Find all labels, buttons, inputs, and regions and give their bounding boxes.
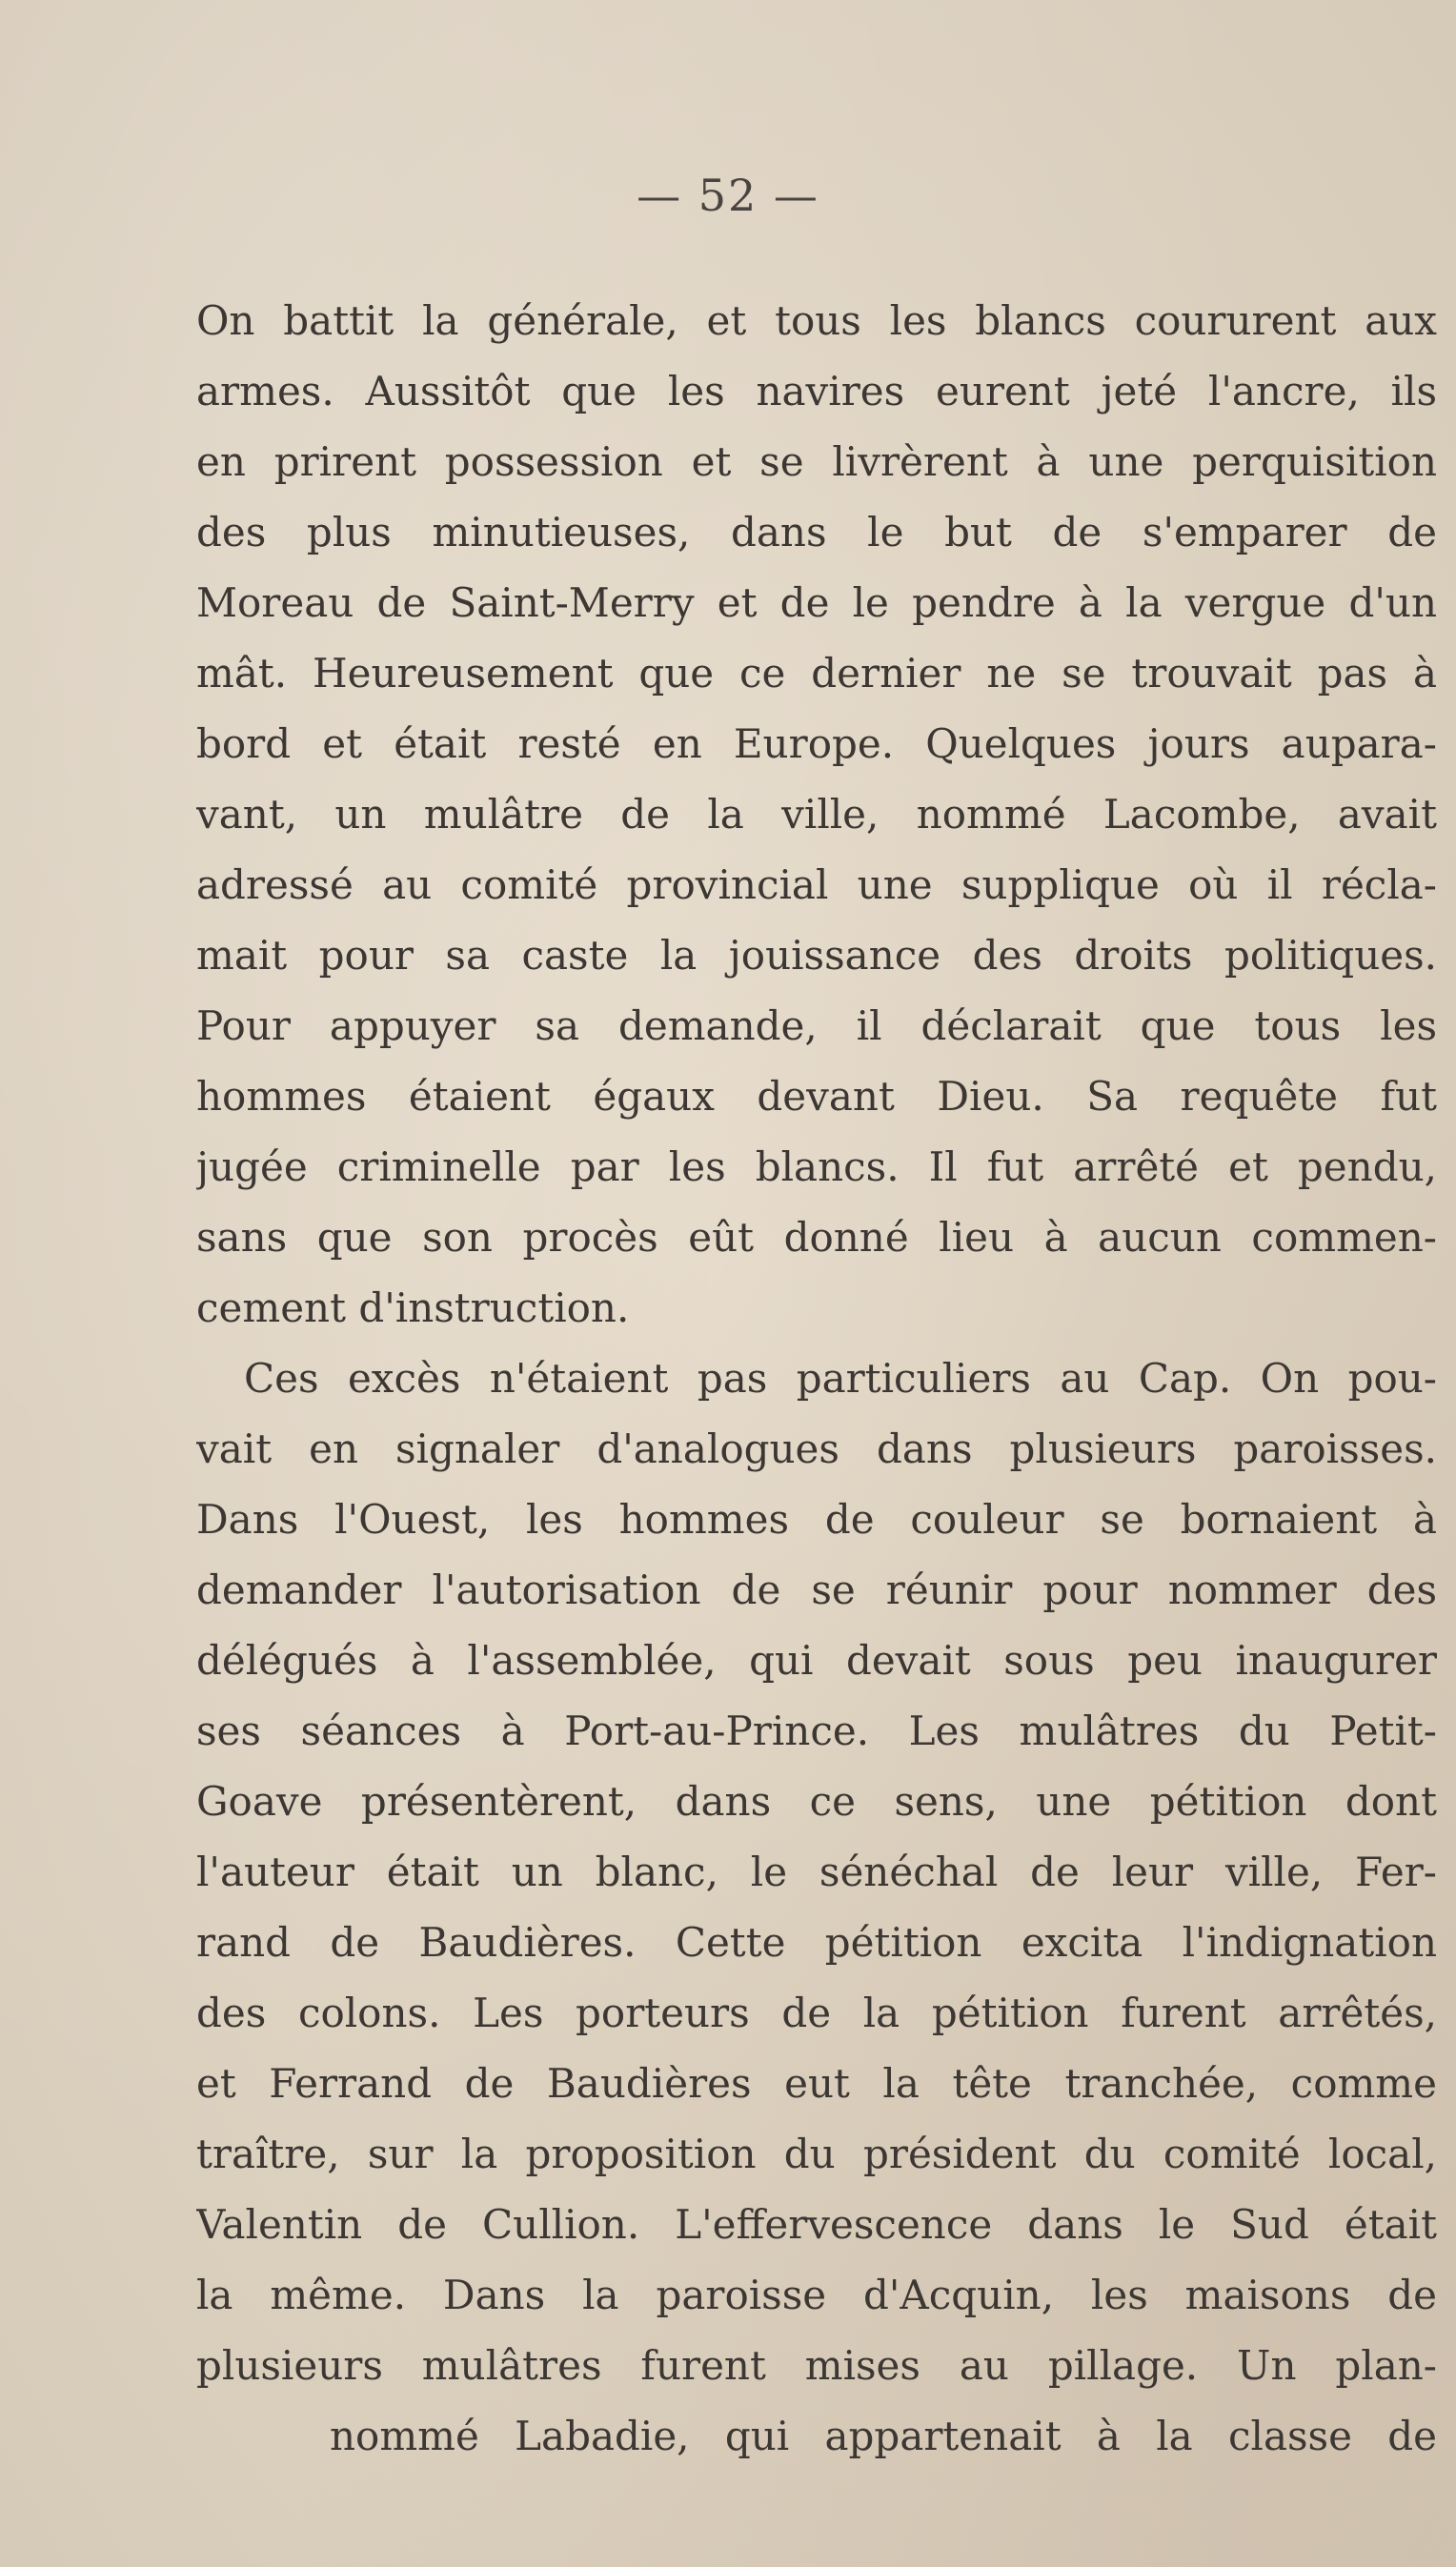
text-line: nommé Labadie, qui appartenait à la classe de xyxy=(330,2413,1437,2459)
text-line: Ces excès n'étaient pas particuliers au Cap. On pou- xyxy=(244,1355,1437,1402)
text-line: Goave présentèrent, dans ce sens, une pétition dont xyxy=(196,1778,1437,1825)
text-line: Moreau de Saint-Merry et de le pendre à la vergue d'un xyxy=(196,579,1437,626)
text-line: Dans l'Ouest, les hommes de couleur se bornaient à xyxy=(196,1496,1437,1543)
text-line: vait en signaler d'analogues dans plusieurs paroisses. xyxy=(196,1425,1437,1472)
text-line: cement d'instruction. xyxy=(196,1284,630,1331)
text-line: et Ferrand de Baudières eut la tête tranchée, comme xyxy=(196,2060,1437,2107)
text-line: des plus minutieuses, dans le but de s'emparer de xyxy=(196,509,1437,556)
text-line: traître, sur la proposition du président du comité local, xyxy=(196,2131,1437,2177)
text-line: jugée criminelle par les blancs. Il fut arrêté et pendu, xyxy=(196,1143,1437,1190)
text-line: Valentin de Cullion. L'effervescence dans le Sud était xyxy=(196,2201,1437,2248)
text-line: mait pour sa caste la jouissance des droits politiques. xyxy=(196,932,1437,979)
text-line: sans que son procès eût donné lieu à aucun commen- xyxy=(196,1214,1437,1261)
text-line: rand de Baudières. Cette pétition excita l'indignation xyxy=(196,1919,1437,1966)
text-line: hommes étaient égaux devant Dieu. Sa requête fut xyxy=(196,1073,1437,1120)
text-line: vant, un mulâtre de la ville, nommé Lacombe, avait xyxy=(196,791,1437,838)
text-line: des colons. Les porteurs de la pétition furent arrêtés, xyxy=(196,1990,1437,2036)
text-line: armes. Aussitôt que les navires eurent jeté l'ancre, ils xyxy=(196,368,1437,414)
text-line: demander l'autorisation de se réunir pour nommer des xyxy=(196,1566,1437,1613)
text-line: la même. Dans la paroisse d'Acquin, les maisons de xyxy=(196,2272,1437,2318)
text-line: On battit la générale, et tous les blancs coururent aux xyxy=(196,297,1437,344)
text-line: mât. Heureusement que ce dernier ne se trouvait pas à xyxy=(196,650,1437,697)
text-line: délégués à l'assemblée, qui devait sous peu inaugurer xyxy=(196,1637,1437,1684)
page-number: — 52 — xyxy=(637,170,819,221)
text-line: adressé au comité provincial une supplique où il récla- xyxy=(196,861,1437,908)
text-line: en prirent possession et se livrèrent à une perquisition xyxy=(196,438,1437,485)
text-line: Pour appuyer sa demande, il déclarait que tous les xyxy=(196,1002,1437,1049)
text-line: bord et était resté en Europe. Quelques jours aupara- xyxy=(196,720,1437,767)
text-line: plusieurs mulâtres furent mises au pillage. Un plan- xyxy=(196,2342,1437,2389)
body-text xyxy=(196,286,1437,2472)
text-line: l'auteur était un blanc, le sénéchal de leur ville, Fer- xyxy=(196,1849,1437,1895)
text-line: ses séances à Port-au-Prince. Les mulâtres du Petit- xyxy=(196,1708,1437,1754)
